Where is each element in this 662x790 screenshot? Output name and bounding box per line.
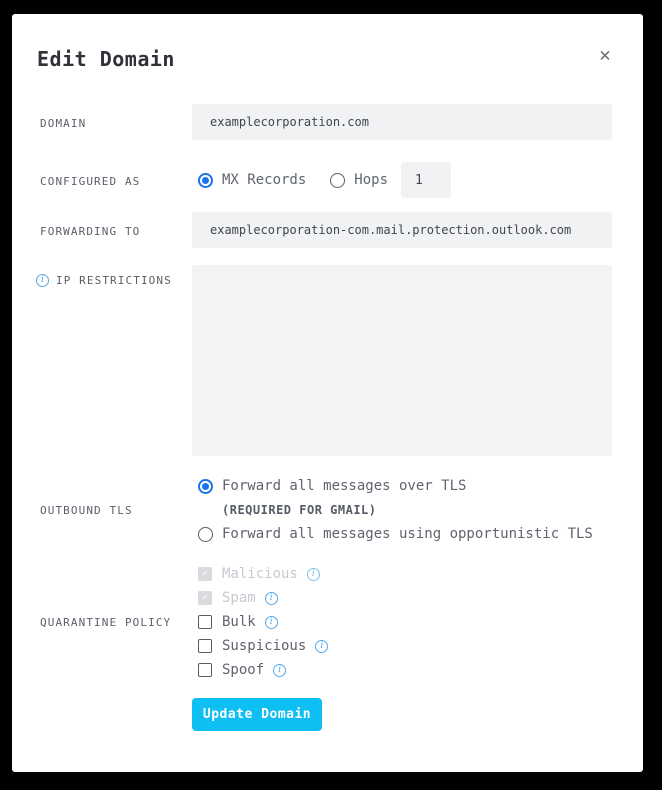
ip-restrictions-label: IP RESTRICTIONS bbox=[56, 274, 172, 287]
forwarding-to-label: FORWARDING TO bbox=[40, 225, 141, 238]
spoof-info-icon[interactable]: i bbox=[273, 664, 286, 677]
outbound-tls-row bbox=[40, 474, 615, 546]
suspicious-checkbox-label: Suspicious bbox=[222, 638, 307, 654]
domain-label: DOMAIN bbox=[40, 117, 87, 130]
tls-opportunistic-radio[interactable] bbox=[198, 527, 213, 542]
forwarding-to-row bbox=[40, 212, 615, 248]
spam-info-icon[interactable]: i bbox=[265, 592, 278, 605]
hops-input[interactable] bbox=[401, 162, 451, 198]
forwarding-to-input[interactable] bbox=[192, 212, 612, 248]
tls-required-radio-label: Forward all messages over TLS bbox=[222, 478, 467, 494]
bulk-checkbox[interactable] bbox=[198, 615, 212, 629]
tls-required-note: (REQUIRED FOR GMAIL) bbox=[222, 503, 377, 517]
mx-records-radio[interactable] bbox=[198, 173, 213, 188]
configured-as-row bbox=[40, 162, 615, 198]
spam-checkbox-label: Spam bbox=[222, 590, 256, 606]
close-button[interactable] bbox=[592, 42, 618, 68]
outbound-tls-label: OUTBOUND TLS bbox=[40, 504, 133, 517]
ip-restrictions-textarea[interactable] bbox=[192, 265, 612, 456]
suspicious-info-icon[interactable]: i bbox=[315, 640, 328, 653]
mx-records-radio-label: MX Records bbox=[222, 172, 307, 188]
quarantine-policy-row bbox=[40, 562, 615, 682]
update-domain-button[interactable]: Update Domain bbox=[192, 698, 322, 731]
bulk-info-icon[interactable]: i bbox=[265, 616, 278, 629]
domain-input[interactable] bbox=[192, 104, 612, 140]
hops-radio[interactable] bbox=[330, 173, 345, 188]
domain-row bbox=[40, 104, 615, 140]
configured-as-label: CONFIGURED AS bbox=[40, 175, 141, 188]
suspicious-checkbox[interactable] bbox=[198, 639, 212, 653]
spam-checkbox: ✓ bbox=[198, 591, 212, 605]
malicious-info-icon[interactable]: i bbox=[307, 568, 320, 581]
spoof-checkbox-label: Spoof bbox=[222, 662, 265, 678]
quarantine-policy-label: QUARANTINE POLICY bbox=[40, 616, 172, 629]
tls-opportunistic-radio-label: Forward all messages using opportunistic TLS bbox=[222, 526, 593, 542]
edit-domain-modal bbox=[12, 14, 643, 772]
spoof-checkbox[interactable] bbox=[198, 663, 212, 677]
close-icon: ✕ bbox=[599, 44, 611, 66]
malicious-checkbox-label: Malicious bbox=[222, 566, 298, 582]
hops-radio-label: Hops bbox=[354, 172, 389, 188]
tls-required-radio[interactable] bbox=[198, 479, 213, 494]
malicious-checkbox: ✓ bbox=[198, 567, 212, 581]
ip-restrictions-row bbox=[40, 265, 615, 456]
ip-restrictions-info-icon[interactable]: i bbox=[36, 274, 49, 287]
bulk-checkbox-label: Bulk bbox=[222, 614, 256, 630]
modal-title: Edit Domain bbox=[37, 47, 175, 71]
